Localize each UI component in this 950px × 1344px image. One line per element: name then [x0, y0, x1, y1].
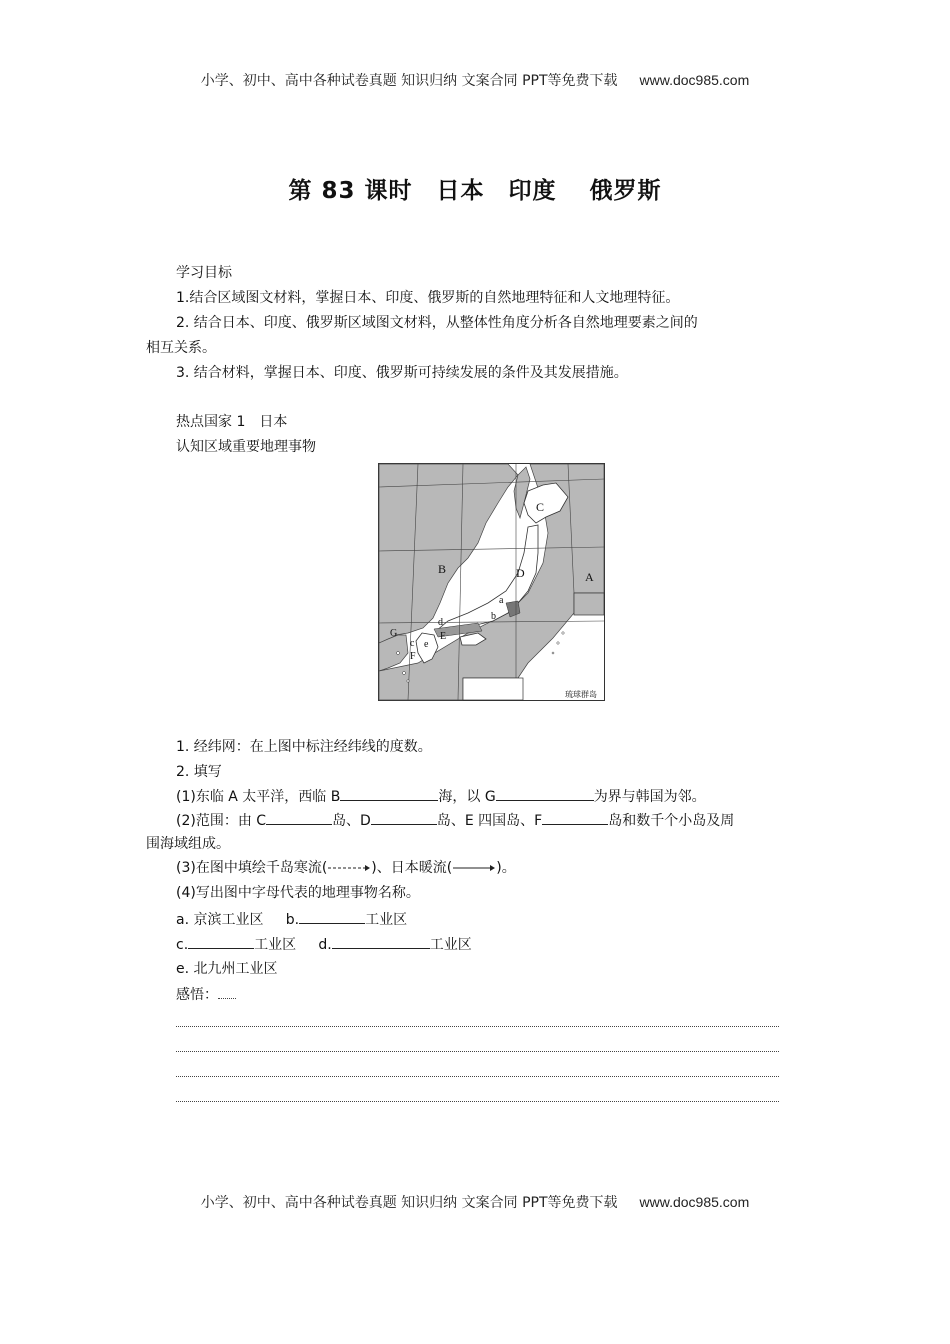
reflection-line-4[interactable] — [176, 1101, 779, 1102]
map-label-c: c — [410, 638, 415, 649]
blank-sea[interactable] — [340, 786, 438, 801]
footer-site: www.doc985.com — [639, 1194, 750, 1210]
blank-strait[interactable] — [496, 786, 594, 801]
section-subheading: 认知区域重要地理事物 — [176, 439, 316, 455]
map-label-C: C — [536, 500, 545, 514]
map-label-B: B — [438, 562, 447, 576]
blank-b[interactable] — [299, 909, 365, 924]
map-label-A: A — [585, 570, 594, 584]
reflection-line-1[interactable] — [176, 1026, 779, 1027]
reflection: 感悟： — [176, 985, 236, 1005]
footer-text: 小学、初中、高中各种试卷真题 知识归纳 文案合同 PPT等免费下载 — [200, 1195, 618, 1211]
question-2-4: (4)写出图中字母代表的地理事物名称。 — [176, 885, 420, 901]
objective-2: 2. 结合日本、印度、俄罗斯区域图文材料，从整体性角度分析各自然地理要素之间的 — [176, 315, 698, 331]
blank-c[interactable] — [266, 810, 332, 825]
objective-2-cont: 相互关系。 — [146, 340, 216, 356]
page-title: 第 83 课时 日本 印度 俄罗斯 — [288, 178, 662, 204]
header-text: 小学、初中、高中各种试卷真题 知识归纳 文案合同 PPT等免费下载 — [200, 73, 618, 89]
answer-row-cd: c. 工业区 d. 工业区 — [176, 934, 472, 955]
map-label-d: d — [438, 617, 443, 628]
objective-1: 1.结合区域图文材料，掌握日本、印度、俄罗斯的自然地理特征和人文地理特征。 — [176, 290, 680, 306]
map-label-a: a — [499, 595, 504, 606]
objective-3: 3. 结合材料，掌握日本、印度、俄罗斯可持续发展的条件及其发展措施。 — [176, 365, 628, 381]
blank-d-region[interactable] — [332, 934, 430, 949]
question-2-3: (3)在图中填绘千岛寒流( )、日本暖流( )。 — [176, 860, 516, 876]
blank-c-region[interactable] — [188, 934, 254, 949]
dashed-arrow-icon — [327, 864, 371, 872]
objectives-heading: 学习目标 — [176, 265, 232, 281]
answer-row-ab: a. 京滨工业区 b. 工业区 — [176, 909, 407, 930]
question-2: 2. 填写 — [176, 764, 222, 780]
inset-label: 琉球群岛 — [565, 690, 597, 699]
map-label-D: D — [516, 566, 525, 580]
header-site: www.doc985.com — [639, 72, 750, 88]
map-label-E: E — [440, 631, 447, 642]
question-2-2: (2)范围：由 C 岛、D 岛、E 四国岛、F 岛和数千个小岛及周 — [176, 810, 734, 831]
page-header — [0, 70, 950, 90]
map-label-b: b — [491, 611, 496, 622]
solid-arrow-icon — [452, 864, 496, 872]
answer-row-e: e. 北九州工业区 — [176, 961, 278, 977]
reflection-line-3[interactable] — [176, 1076, 779, 1077]
question-2-2-cont: 围海域组成。 — [146, 836, 230, 852]
map-label-F: F — [410, 651, 416, 662]
section-heading: 热点国家 1 日本 — [176, 414, 288, 430]
inset-frame — [463, 678, 523, 700]
page-footer — [0, 1192, 950, 1212]
reflection-line-2[interactable] — [176, 1051, 779, 1052]
blank-d[interactable] — [371, 810, 437, 825]
japan-map — [378, 463, 605, 701]
question-1: 1. 经纬网：在上图中标注经纬线的度数。 — [176, 739, 432, 755]
map-label-G: G — [390, 628, 398, 639]
question-2-1: (1)东临 A 太平洋，西临 B 海，以 G 为界与韩国为邻。 — [176, 786, 706, 807]
map-label-e: e — [424, 639, 429, 650]
blank-f[interactable] — [542, 810, 608, 825]
